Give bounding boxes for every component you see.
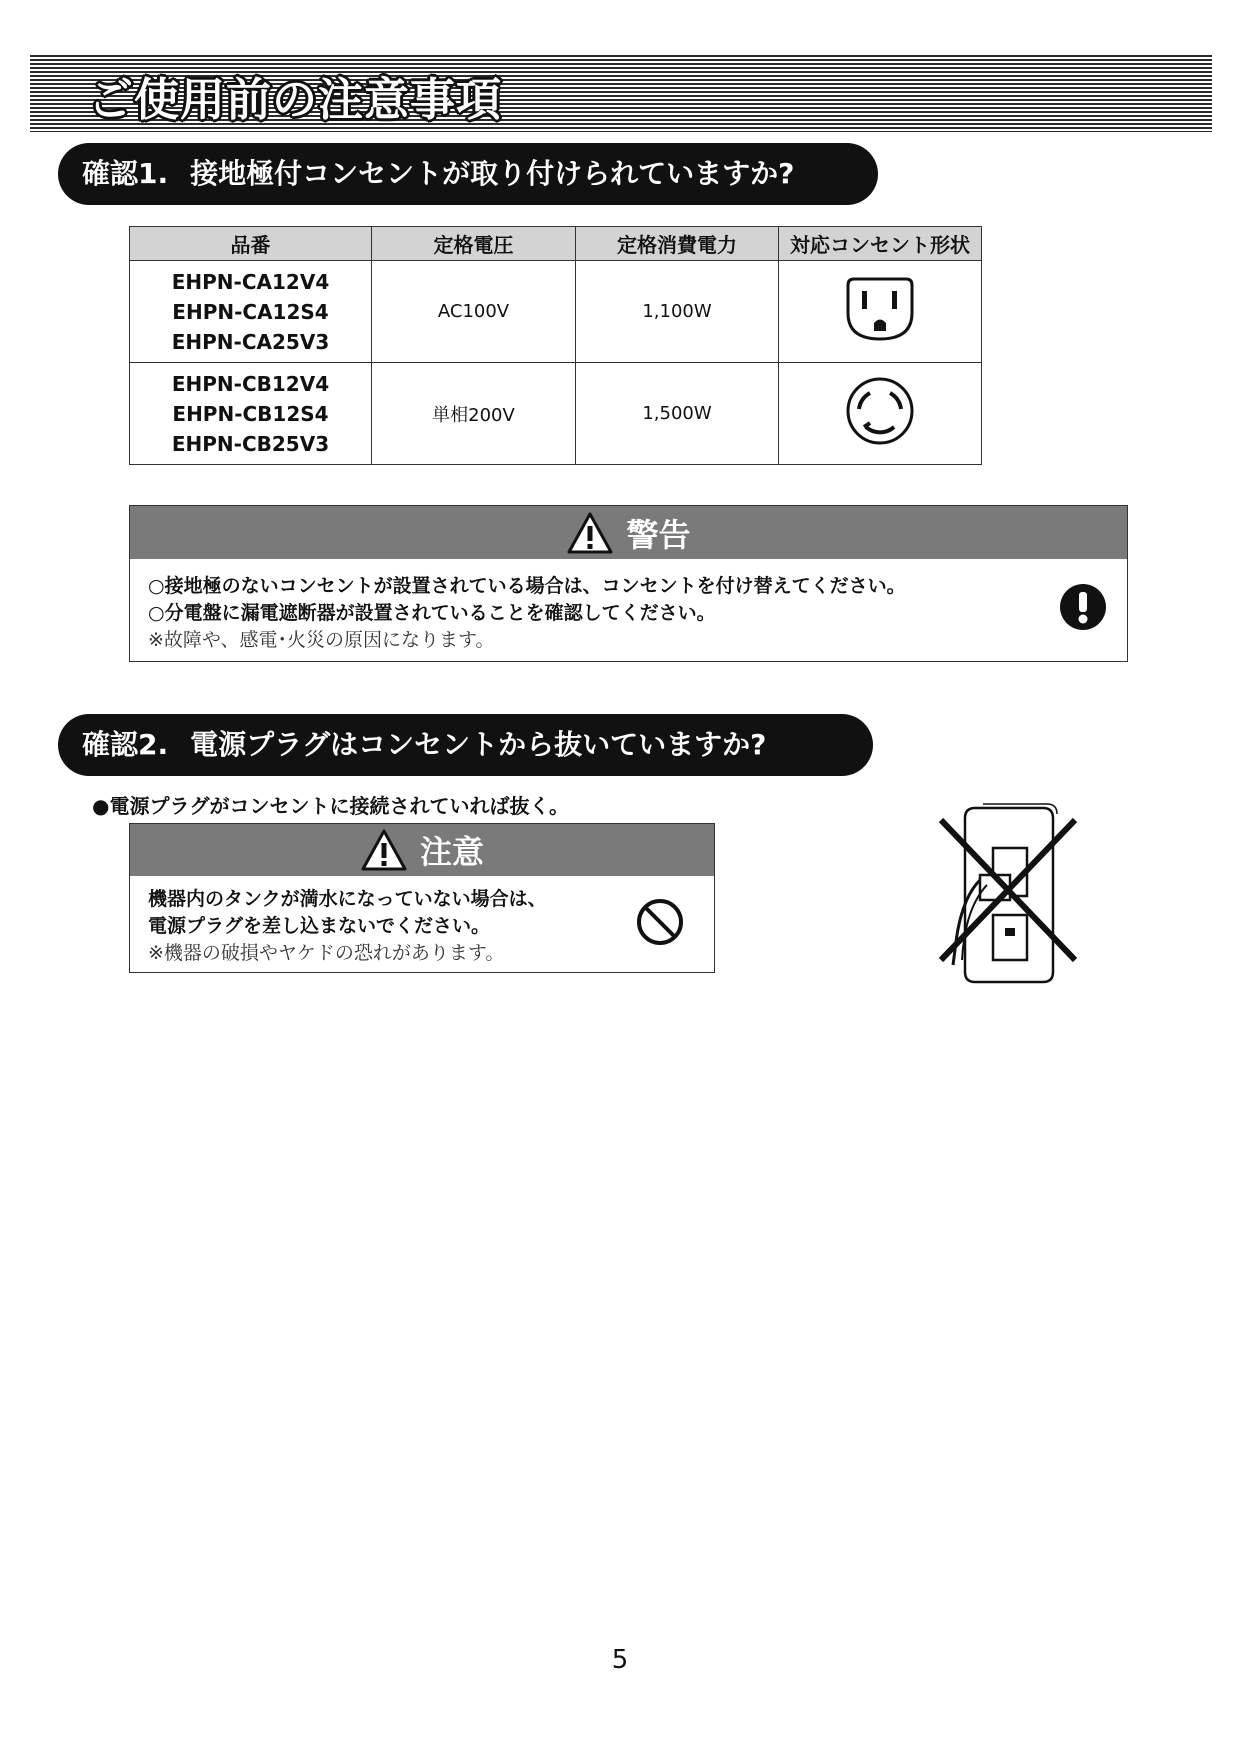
header-power: 定格消費電力	[576, 227, 779, 261]
warning-note: ※故障や、感電･火災の原因になります。	[148, 629, 495, 651]
warning-line: ○接地極のないコンセントが設置されている場合は、コンセントを付け替えてください。	[148, 575, 906, 597]
warning-heading: 警告	[626, 515, 691, 554]
mandatory-exclamation-icon	[1059, 583, 1107, 631]
page-title-bar	[30, 55, 1212, 132]
outlet-200v-locking-icon	[844, 375, 916, 447]
warning-body	[130, 559, 1127, 668]
check1-number: 確認1.	[82, 157, 169, 190]
prohibition-icon	[636, 898, 684, 946]
model-cell	[130, 363, 372, 465]
warning-line: ○分電盤に漏電遮断器が設置されていることを確認してください。	[148, 602, 716, 624]
caution-box	[129, 823, 715, 973]
spec-table	[129, 226, 982, 465]
caution-line: 電源プラグを差し込まないでください。	[148, 915, 491, 937]
page-title: ご使用前の注意事項	[88, 73, 503, 126]
table-row	[130, 363, 982, 465]
outlet-100v-grounded-icon	[844, 273, 916, 345]
model-number: EHPN-CA12V4	[171, 269, 330, 294]
check1-question: 接地極付コンセントが取り付けられていますか?	[190, 157, 795, 190]
check2-heading	[58, 714, 873, 776]
model-number: EHPN-CB25V3	[171, 431, 330, 456]
warning-header	[130, 506, 1127, 559]
header-voltage: 定格電圧	[372, 227, 576, 261]
table-header-row	[130, 227, 982, 261]
warning-box	[129, 505, 1128, 662]
caution-header	[130, 824, 714, 876]
header-outlet: 対応コンセント形状	[779, 227, 982, 261]
power-cell: 1,500W	[576, 363, 779, 465]
page-number: 5	[611, 1645, 629, 1675]
voltage-cell: 単相200V	[372, 363, 576, 465]
caution-heading: 注意	[419, 833, 484, 871]
voltage-cell: AC100V	[372, 261, 576, 363]
model-number: EHPN-CB12V4	[171, 371, 330, 396]
caution-note: ※機器の破損やヤケドの恐れがあります。	[148, 942, 505, 964]
check2-number: 確認2.	[82, 728, 169, 761]
plug-in-outlet-crossed-icon	[935, 800, 1085, 990]
outlet-cell	[779, 363, 982, 465]
check1-heading	[58, 143, 878, 205]
model-cell	[130, 261, 372, 363]
check2-instruction: ●電源プラグがコンセントに接続されていれば抜く。	[92, 794, 570, 818]
header-model: 品番	[130, 227, 372, 261]
model-number: EHPN-CB12S4	[172, 401, 329, 426]
check2-question: 電源プラグはコンセントから抜いていますか?	[190, 728, 767, 761]
caution-body	[130, 876, 714, 981]
warning-triangle-icon	[360, 828, 408, 872]
model-number: EHPN-CA12S4	[172, 299, 329, 324]
model-number: EHPN-CA25V3	[171, 329, 330, 354]
power-cell: 1,100W	[576, 261, 779, 363]
caution-line: 機器内のタンクが満水になっていない場合は、	[148, 888, 547, 910]
warning-triangle-icon	[566, 511, 614, 555]
outlet-cell	[779, 261, 982, 363]
table-row	[130, 261, 982, 363]
